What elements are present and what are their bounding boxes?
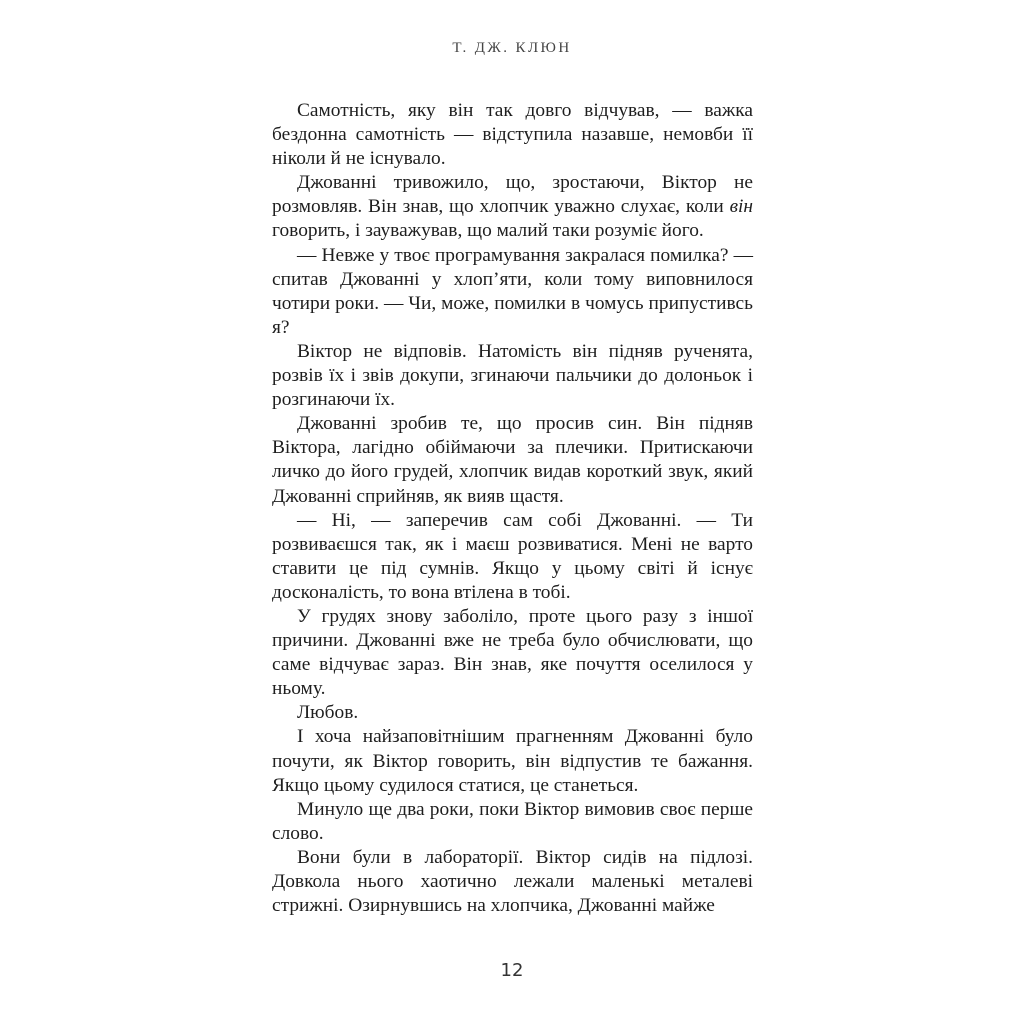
paragraph-2 [272,171,753,243]
paragraph-7: У грудях знову заболіло, проте цього разу з іншої причини. Джованні вже не треба було обчислювати, що саме відчуває зараз. Він знав, яке почуття оселилося у ньому. [272,605,753,700]
page-number: 12 [500,960,524,981]
paragraph-2-part-1: Джованні тривожило, що, зростаючи, Віктор не розмовляв. Він знав, що хлопчик уважно слухає, коли [272,172,753,218]
paragraph-10: Минуло ще два роки, поки Віктор вимовив своє перше слово. [272,798,753,844]
paragraph-3: — Невже у твоє програмування закралася помилка? — спитав Джованні у хлоп’яти, коли тому виповнилося чотири роки. — Чи, може, помилки в чомусь припустивсь я? [272,244,753,338]
body-text [272,99,753,918]
paragraph-2-italic: він [729,196,753,218]
running-head-author: Т. ДЖ. КЛЮН [452,40,572,56]
paragraph-8: Любов. [297,702,359,724]
paragraph-5: Джованні зробив те, що просив син. Він підняв Віктора, лагідно обіймаючи за плечики. Притискаючи личко до його грудей, хлопчик видав короткий звук, який Джованні сприйняв, як вияв щастя. [272,413,753,507]
paragraph-9: І хоча найзаповітнішим прагненням Джованні було почути, як Віктор говорить, він відпустив те бажання. Якщо цьому судилося статися, це станеться. [272,726,753,796]
paragraph-1: Самотність, яку він так довго відчував, — важка бездонна самотність — відступила назавше, немовби її ніколи й не існувало. [272,100,753,170]
paragraph-4: Віктор не відповів. Натомість він підняв рученята, розвів їх і звів докупи, згинаючи пальчики до долоньок і розгинаючи їх. [272,340,753,411]
paragraph-6: — Ні, — заперечив сам собі Джованні. — Ти розвиваєшся так, як і маєш розвиватися. Мені не варто ставити це під сумнів. Якщо у цьому світі й існує досконалість, то вона втілена в тобі. [272,509,753,603]
paragraph-2-part-2: говорить, і зауважував, що малий таки розуміє його. [272,220,704,242]
paragraph-11: Вони були в лабораторії. Віктор сидів на підлозі. Довкола нього хаотично лежали маленькі металеві стрижні. Озирнувшись на хлопчика, Джованні майже [272,846,753,917]
